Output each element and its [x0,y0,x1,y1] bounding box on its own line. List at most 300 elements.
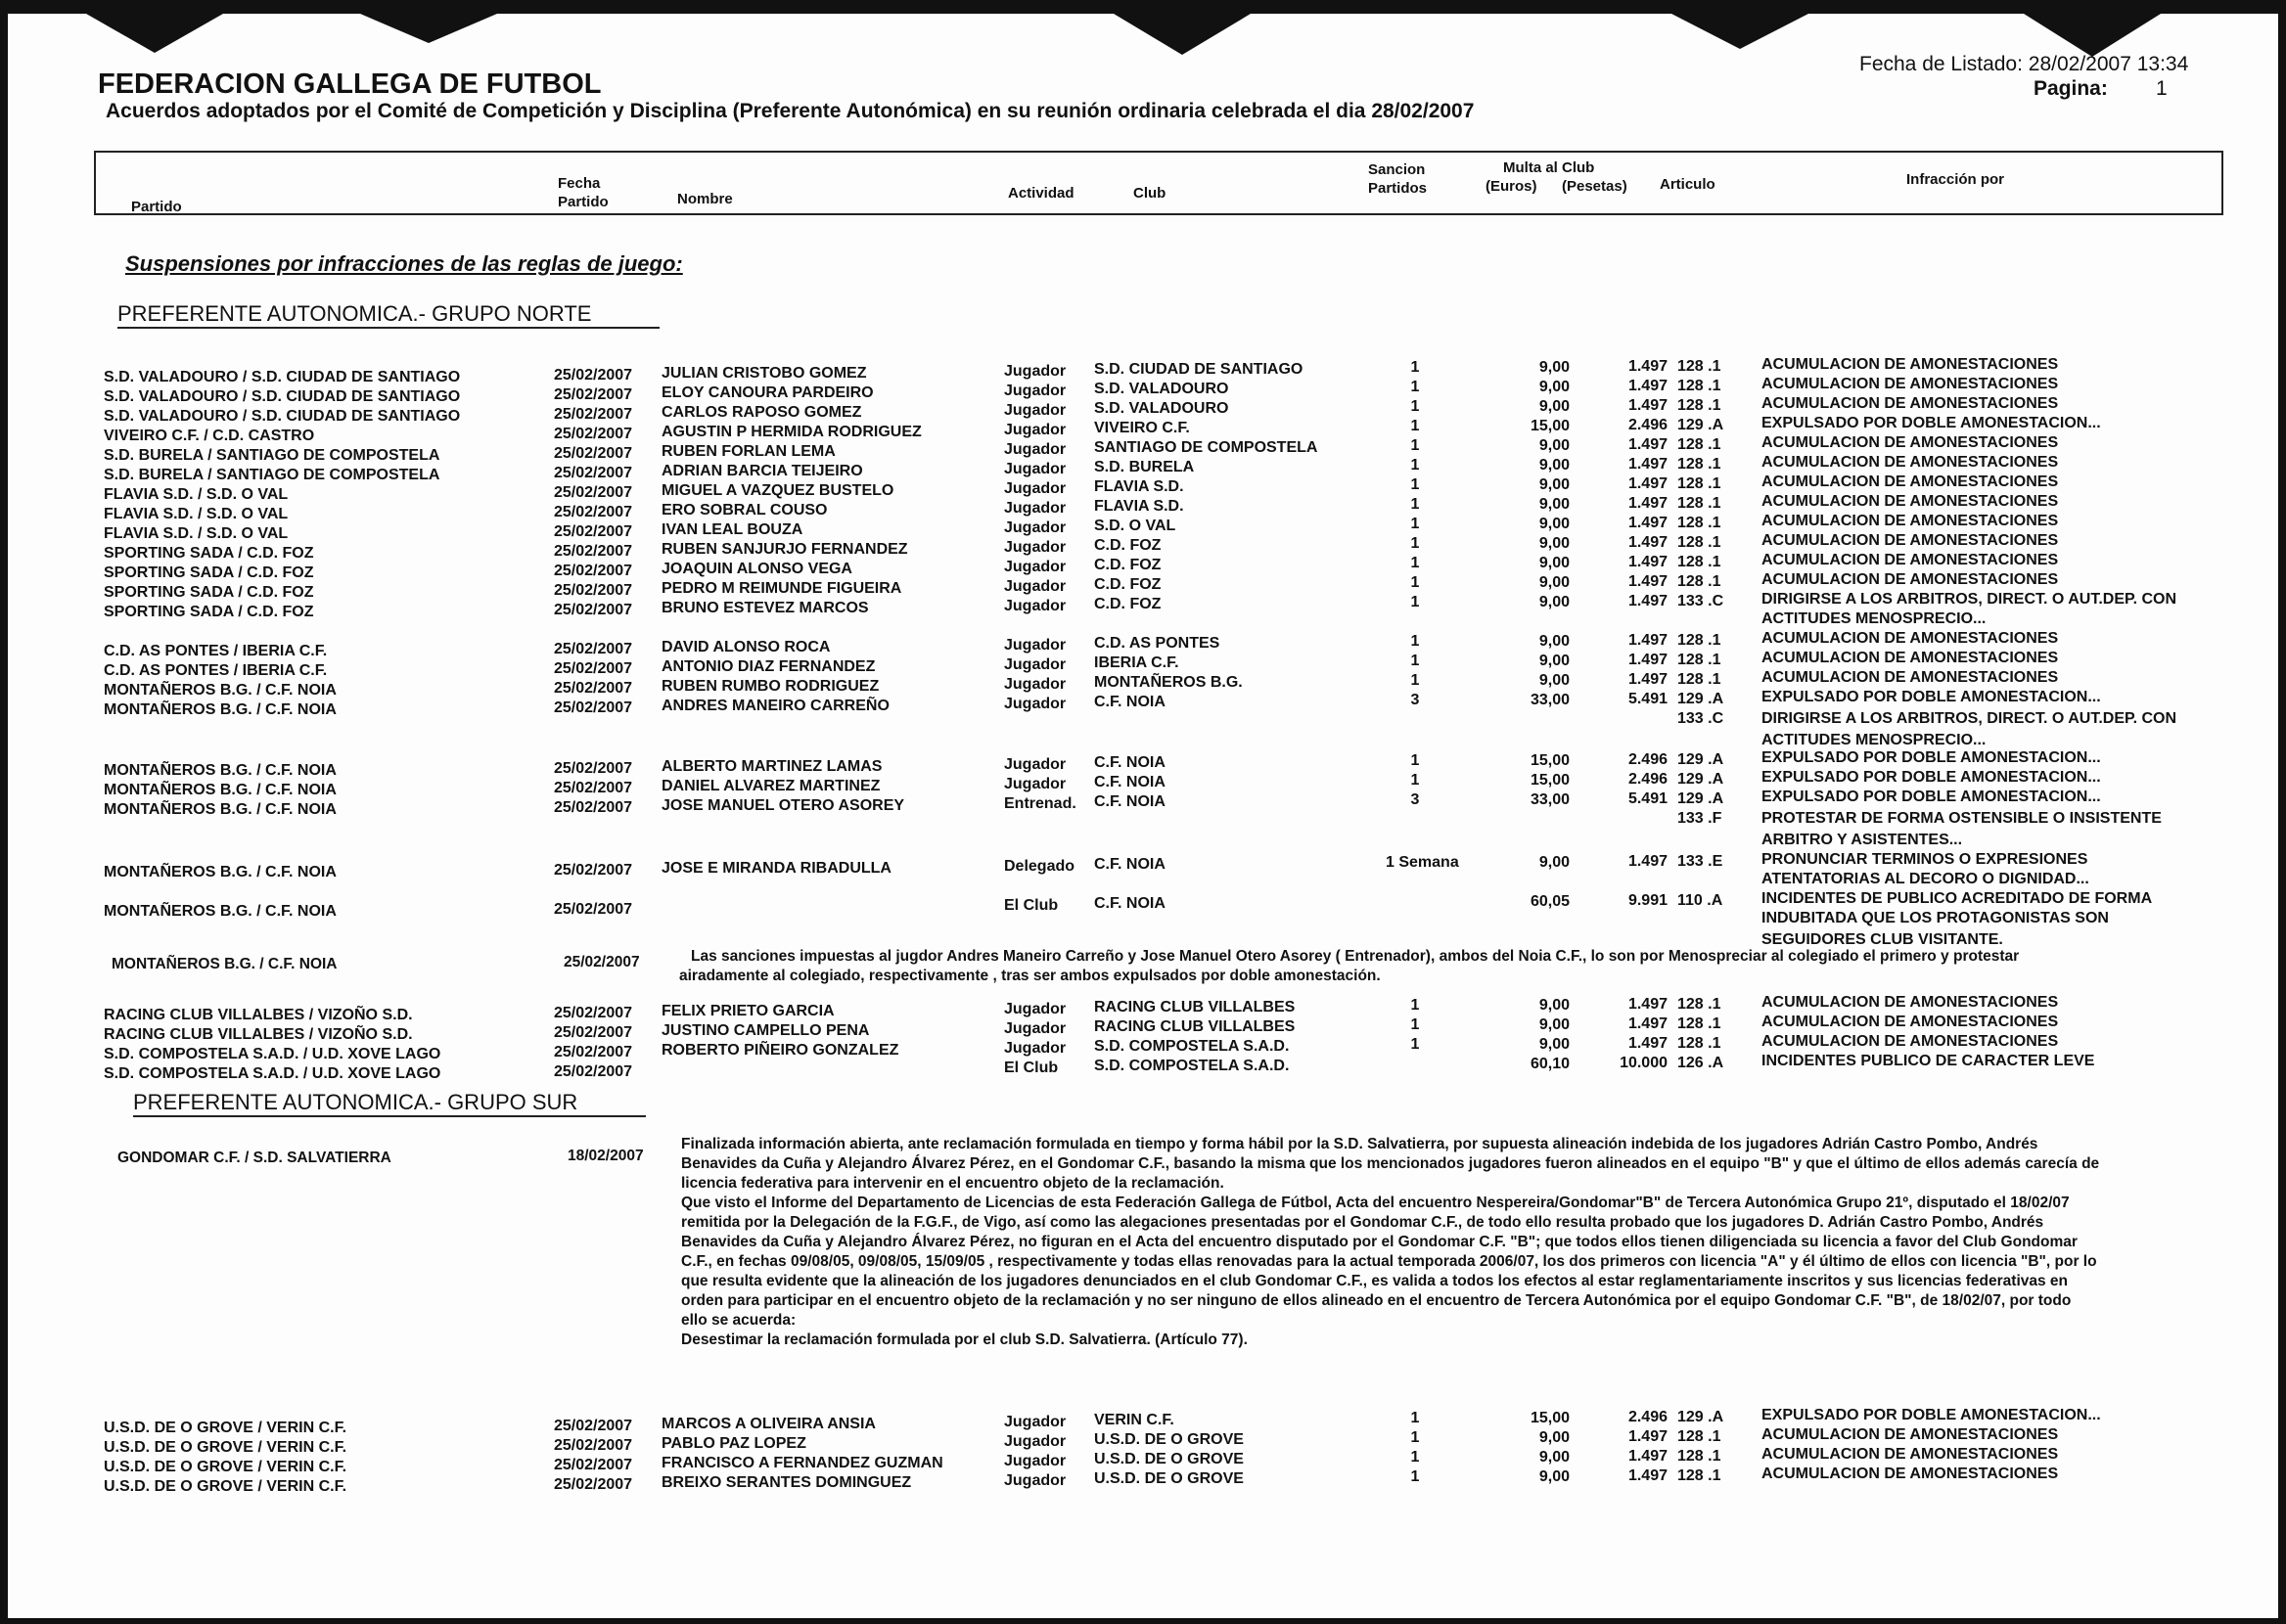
sur-note-line: C.F., en fechas 09/08/05, 09/08/05, 15/09/05 , respectivamente y todas ellas renovadas para la actual temporada 2006/07, los dos primeros con licencia "A" y él último de ellos con licencia "B", por lo [681,1253,2097,1270]
torn-edge [360,14,497,43]
cell-infraccion: ACUMULACION DE AMONESTACIONES [1761,1446,2059,1463]
cell-nombre: JUSTINO CAMPELLO PENA [662,1022,870,1039]
cell-fecha: 25/02/2007 [554,465,633,481]
cell-partido: S.D. BURELA / SANTIAGO DE COMPOSTELA [104,447,440,464]
cell-actividad: Jugador [1004,402,1067,419]
cell-infraccion: INCIDENTES PUBLICO DE CARACTER LEVE [1761,1053,2095,1069]
cell-nombre: IVAN LEAL BOUZA [662,521,803,538]
cell-nombre: ANDRES MANEIRO CARREÑO [662,698,890,714]
cell-nombre: ERO SOBRAL COUSO [662,502,828,519]
cell-infraccion: INCIDENTES DE PUBLICO ACREDITADO DE FORMA [1761,890,2153,907]
cell-infraccion: ACUMULACION DE AMONESTACIONES [1761,532,2059,549]
cell-partido: MONTAÑEROS B.G. / C.F. NOIA [104,782,337,798]
cell-fecha: 25/02/2007 [554,523,633,540]
cell-partido: RACING CLUB VILLALBES / VIZOÑO S.D. [104,1007,413,1023]
cell-euros: 9,00 [1538,594,1570,610]
col-club: Club [1133,185,1166,202]
cell-fecha: 25/02/2007 [554,862,633,879]
cell-fecha: 25/02/2007 [554,602,633,618]
cell-euros: 33,00 [1530,692,1570,708]
cell-sancion: 1 [1410,997,1420,1014]
cell-fecha: 25/02/2007 [554,641,633,657]
cell-actividad: El Club [1004,897,1059,914]
cell-actividad: Jugador [1004,461,1067,477]
cell-euros: 60,05 [1530,893,1570,910]
cell-euros: 9,00 [1538,672,1570,689]
cell-actividad: Delegado [1004,858,1075,875]
sur-note-line: Finalizada información abierta, ante reclamación formulada en tiempo y forma hábil por la S.D. Salvatierra, por supuesta alineación indebida de los jugadores Adrián Castro Pombo, Andrés [681,1136,2038,1152]
cell-pesetas: 1.497 [1627,671,1668,688]
page-number: 1 [2156,77,2168,100]
cell-nombre: PEDRO M REIMUNDE FIGUEIRA [662,580,902,597]
cell-nombre: RUBEN RUMBO RODRIGUEZ [662,678,880,695]
noia-note-partido: MONTAÑEROS B.G. / C.F. NOIA [112,956,338,972]
cell-fecha: 25/02/2007 [554,582,633,599]
cell-articulo: 128 .1 [1677,1035,1721,1052]
sur-note-line: orden para participar en el encuentro objeto de la reclamación y no ser ninguno de ellos alineado en el encuentro de Tercera Autonómica por el equipo Gondomar C.F. "B", de 18/02/07, por todo [681,1292,2072,1309]
cell-partido: SPORTING SADA / C.D. FOZ [104,604,314,620]
cell-pesetas: 1.497 [1627,652,1668,668]
cell-euros: 9,00 [1538,457,1570,474]
cell-sancion: 1 [1410,398,1420,415]
cell-sancion: 1 [1410,1429,1420,1446]
cell-actividad: Entrenad. [1004,795,1076,812]
cell-club: C.F. NOIA [1094,754,1166,771]
cell-articulo: 128 .1 [1677,475,1721,492]
cell-fecha: 25/02/2007 [554,1476,633,1493]
cell-fecha: 25/02/2007 [554,1457,633,1473]
table-row [8,689,2278,748]
cell-fecha: 25/02/2007 [554,367,633,383]
cell-articulo: 128 .1 [1677,515,1721,531]
cell-nombre: DANIEL ALVAREZ MARTINEZ [662,778,881,794]
cell-club: VERIN C.F. [1094,1412,1174,1428]
cell-nombre: JOSE MANUEL OTERO ASOREY [662,797,905,814]
cell-partido: SPORTING SADA / C.D. FOZ [104,564,314,581]
cell-actividad: Jugador [1004,539,1067,556]
cell-actividad: Jugador [1004,422,1067,438]
cell-sancion: 1 [1410,653,1420,669]
cell-infraccion: ACUMULACION DE AMONESTACIONES [1761,552,2059,568]
cell-partido: C.D. AS PONTES / IBERIA C.F. [104,662,328,679]
cell-infraccion: EXPULSADO POR DOBLE AMONESTACION... [1761,749,2101,766]
page-subtitle: Acuerdos adoptados por el Comité de Competición y Disciplina (Preferente Autonómica) en su reunión ordinaria celebrada el dia 28/02/2007 [106,100,1475,122]
cell-nombre: RUBEN SANJURJO FERNANDEZ [662,541,908,558]
cell-sancion: 1 [1410,1016,1420,1033]
cell-fecha: 25/02/2007 [554,1418,633,1434]
cell-infraccion: ACTITUDES MENOSPRECIO... [1761,732,1987,748]
cell-sancion: 1 [1410,1449,1420,1466]
cell-nombre: ADRIAN BARCIA TEIJEIRO [662,463,863,479]
cell-sancion: 1 [1410,418,1420,434]
cell-club: C.D. FOZ [1094,596,1162,612]
cell-nombre: ROBERTO PIÑEIRO GONZALEZ [662,1042,899,1059]
cell-partido: S.D. VALADOURO / S.D. CIUDAD DE SANTIAGO [104,369,461,385]
cell-actividad: Jugador [1004,1001,1067,1017]
cell-partido: VIVEIRO C.F. / C.D. CASTRO [104,428,315,444]
cell-sancion: 1 [1410,594,1420,610]
cell-fecha: 25/02/2007 [554,699,633,716]
cell-infraccion: ACUMULACION DE AMONESTACIONES [1761,650,2059,666]
cell-fecha: 25/02/2007 [554,426,633,442]
cell-actividad: El Club [1004,1060,1059,1076]
cell-nombre: JOSE E MIRANDA RIBADULLA [662,860,892,877]
cell-euros: 15,00 [1530,418,1570,434]
cell-pesetas: 1.497 [1627,573,1668,590]
cell-fecha: 25/02/2007 [554,406,633,423]
cell-articulo: 129 .A [1677,1409,1724,1425]
cell-pesetas: 2.496 [1627,751,1668,768]
cell-partido: SPORTING SADA / C.D. FOZ [104,584,314,601]
cell-articulo: 129 .A [1677,790,1724,807]
cell-club: C.D. AS PONTES [1094,635,1220,652]
torn-edge [1114,14,1251,55]
cell-actividad: Jugador [1004,776,1067,792]
cell-actividad: Jugador [1004,519,1067,536]
cell-fecha: 25/02/2007 [554,1024,633,1041]
cell-sancion: 3 [1410,791,1420,808]
cell-sancion: 1 [1410,1036,1420,1053]
col-partido: Partido [131,199,182,215]
table-row [8,890,2278,948]
cell-fecha: 25/02/2007 [554,1005,633,1021]
cell-fecha: 25/02/2007 [554,1063,633,1080]
cell-pesetas: 9.991 [1627,892,1668,909]
table-row [8,591,2278,627]
cell-partido: MONTAÑEROS B.G. / C.F. NOIA [104,762,337,779]
col-fecha-partido: Partido [558,194,609,210]
cell-actividad: Jugador [1004,1472,1067,1489]
cell-club: S.D. VALADOURO [1094,400,1229,417]
cell-club: C.D. FOZ [1094,576,1162,593]
cell-sancion: 1 [1410,633,1420,650]
cell-pesetas: 1.497 [1627,456,1668,473]
cell-articulo: 128 .1 [1677,436,1721,453]
col-actividad: Actividad [1008,185,1074,202]
cell-club: C.D. FOZ [1094,557,1162,573]
cell-actividad: Jugador [1004,559,1067,575]
cell-nombre: MARCOS A OLIVEIRA ANSIA [662,1416,876,1432]
cell-pesetas: 1.497 [1627,632,1668,649]
cell-infraccion: ACUMULACION DE AMONESTACIONES [1761,434,2059,451]
cell-articulo: 128 .1 [1677,671,1721,688]
col-pesetas: (Pesetas) [1562,178,1627,195]
cell-partido: S.D. VALADOURO / S.D. CIUDAD DE SANTIAGO [104,388,461,405]
sur-note-line: remitida por la Delegación de la F.G.F., de Vigo, así como las alegaciones presentadas por el Gondomar C.F., de todo ello resulta probado que los jugadores D. Adrián Castro Pombo, Andrés [681,1214,2044,1231]
cell-sancion: 1 [1410,516,1420,532]
cell-actividad: Jugador [1004,676,1067,693]
cell-pesetas: 10.000 [1620,1055,1668,1071]
cell-pesetas: 2.496 [1627,417,1668,433]
cell-euros: 9,00 [1538,437,1570,454]
col-infraccion: Infracción por [1906,171,2005,188]
cell-sancion: 1 [1410,359,1420,376]
cell-partido: SPORTING SADA / C.D. FOZ [104,545,314,562]
cell-infraccion: EXPULSADO POR DOBLE AMONESTACION... [1761,789,2101,805]
cell-articulo: 128 .1 [1677,397,1721,414]
cell-euros: 9,00 [1538,1429,1570,1446]
cell-actividad: Jugador [1004,500,1067,517]
cell-articulo: 128 .1 [1677,534,1721,551]
sur-note-line: Benavides da Cuña y Alejandro Álvarez Pérez, no figuran en el Acta del encuentro disputado por el Gondomar C.F. "B"; que todos ellos tienen diligenciada su licencia a favor del Club Gondomar [681,1234,2078,1250]
cell-sancion: 1 [1410,535,1420,552]
cell-actividad: Jugador [1004,696,1067,712]
cell-nombre: JULIAN CRISTOBO GOMEZ [662,365,867,382]
cell-sancion: 1 [1410,1468,1420,1485]
cell-club: U.S.D. DE O GROVE [1094,1451,1244,1467]
cell-club: IBERIA C.F. [1094,654,1179,671]
cell-partido: MONTAÑEROS B.G. / C.F. NOIA [104,903,337,920]
cell-pesetas: 1.497 [1627,397,1668,414]
cell-club: U.S.D. DE O GROVE [1094,1470,1244,1487]
cell-partido: MONTAÑEROS B.G. / C.F. NOIA [104,801,337,818]
cell-actividad: Jugador [1004,1433,1067,1450]
cell-infraccion: PROTESTAR DE FORMA OSTENSIBLE O INSISTENTE [1761,810,2162,827]
cell-pesetas: 1.497 [1627,554,1668,570]
sur-note-line: Que visto el Informe del Departamento de Licencias de esta Federación Gallega de Fútbol, Acta del encuentro Nespereira/Gondomar"B" de Tercera Autonómica Grupo 21º, disputado el 18/02/07 [681,1195,2070,1211]
cell-euros: 9,00 [1538,535,1570,552]
cell-sancion: 1 [1410,752,1420,769]
col-multa: Multa al Club [1503,159,1595,176]
cell-infraccion: SEGUIDORES CLUB VISITANTE. [1761,931,2003,948]
cell-actividad: Jugador [1004,656,1067,673]
cell-partido: FLAVIA S.D. / S.D. O VAL [104,525,289,542]
cell-club: RACING CLUB VILLALBES [1094,999,1296,1015]
cell-sancion: 1 Semana [1386,854,1459,871]
cell-actividad: Jugador [1004,756,1067,773]
cell-club: S.D. VALADOURO [1094,381,1229,397]
noia-note-line2: airadamente al colegiado, respectivamente , tras ser ambos expulsados por doble amonestación. [679,968,1381,984]
cell-euros: 9,00 [1538,997,1570,1014]
cell-nombre: FELIX PRIETO GARCIA [662,1003,835,1019]
cell-euros: 9,00 [1538,633,1570,650]
cell-articulo: 128 .1 [1677,632,1721,649]
cell-partido: S.D. BURELA / SANTIAGO DE COMPOSTELA [104,467,440,483]
cell-articulo: 129 .A [1677,417,1724,433]
cell-club: S.D. COMPOSTELA S.A.D. [1094,1058,1290,1074]
sur-note-line: Benavides da Cuña y Alejandro Álvarez Pérez, en el Gondomar C.F., basando la misma que los mencionados jugadores fueron alineados en el equipo "B" y que el último de ellos además carecía de [681,1155,2100,1172]
cell-articulo: 128 .1 [1677,1448,1721,1465]
cell-partido: MONTAÑEROS B.G. / C.F. NOIA [104,864,337,880]
cell-fecha: 25/02/2007 [554,901,633,918]
cell-partido: MONTAÑEROS B.G. / C.F. NOIA [104,701,337,718]
cell-club: S.D. O VAL [1094,518,1176,534]
cell-partido: U.S.D. DE O GROVE / VERIN C.F. [104,1478,347,1495]
cell-club: SANTIAGO DE COMPOSTELA [1094,439,1318,456]
cell-pesetas: 1.497 [1627,853,1668,870]
cell-nombre: BREIXO SERANTES DOMINGUEZ [662,1474,912,1491]
col-fecha: Fecha [558,175,601,192]
cell-club: S.D. COMPOSTELA S.A.D. [1094,1038,1290,1055]
cell-club: C.F. NOIA [1094,694,1166,710]
cell-nombre: ALBERTO MARTINEZ LAMAS [662,758,883,775]
cell-euros: 9,00 [1538,476,1570,493]
cell-articulo: 129 .A [1677,691,1724,707]
cell-fecha: 25/02/2007 [554,660,633,677]
cell-partido: RACING CLUB VILLALBES / VIZOÑO S.D. [104,1026,413,1043]
cell-articulo: 128 .1 [1677,996,1721,1013]
cell-partido: U.S.D. DE O GROVE / VERIN C.F. [104,1439,347,1456]
col-nombre: Nombre [677,191,733,207]
cell-sancion: 1 [1410,457,1420,474]
cell-articulo: 133 .C [1677,593,1724,609]
cell-actividad: Jugador [1004,363,1067,380]
cell-euros: 9,00 [1538,854,1570,871]
cell-club: C.F. NOIA [1094,774,1166,790]
cell-euros: 15,00 [1530,752,1570,769]
table-row [8,1466,2278,1495]
cell-sancion: 1 [1410,437,1420,454]
cell-euros: 9,00 [1538,516,1570,532]
cell-fecha: 25/02/2007 [554,543,633,560]
cell-infraccion: ACUMULACION DE AMONESTACIONES [1761,994,2059,1011]
cell-euros: 60,10 [1530,1056,1570,1072]
cell-partido: S.D. COMPOSTELA S.A.D. / U.D. XOVE LAGO [104,1046,441,1062]
cell-nombre: JOAQUIN ALONSO VEGA [662,561,852,577]
cell-euros: 9,00 [1538,1449,1570,1466]
cell-fecha: 25/02/2007 [554,445,633,462]
cell-infraccion: PRONUNCIAR TERMINOS O EXPRESIONES [1761,851,2088,868]
torn-edge [1671,14,1808,49]
cell-partido: FLAVIA S.D. / S.D. O VAL [104,486,289,503]
col-articulo: Articulo [1660,176,1715,193]
cell-partido: FLAVIA S.D. / S.D. O VAL [104,506,289,522]
cell-partido: S.D. VALADOURO / S.D. CIUDAD DE SANTIAGO [104,408,461,425]
cell-nombre: PABLO PAZ LOPEZ [662,1435,806,1452]
cell-pesetas: 5.491 [1627,691,1668,707]
cell-nombre: AGUSTIN P HERMIDA RODRIGUEZ [662,424,922,440]
cell-nombre: ELOY CANOURA PARDEIRO [662,384,874,401]
cell-infraccion: DIRIGIRSE A LOS ARBITROS, DIRECT. O AUT.DEP. CON [1761,591,2177,608]
cell-articulo: 128 .1 [1677,1428,1721,1445]
cell-articulo: 128 .1 [1677,358,1721,375]
cell-euros: 9,00 [1538,1016,1570,1033]
cell-pesetas: 1.497 [1627,1428,1668,1445]
cell-pesetas: 1.497 [1627,358,1668,375]
cell-pesetas: 1.497 [1627,1448,1668,1465]
cell-club: C.F. NOIA [1094,856,1166,873]
cell-infraccion: ACUMULACION DE AMONESTACIONES [1761,1426,2059,1443]
cell-euros: 33,00 [1530,791,1570,808]
cell-sancion: 1 [1410,496,1420,513]
group-sur-heading: PREFERENTE AUTONOMICA.- GRUPO SUR [133,1090,646,1117]
cell-infraccion: ACUMULACION DE AMONESTACIONES [1761,630,2059,647]
cell-fecha: 25/02/2007 [554,504,633,520]
cell-euros: 9,00 [1538,555,1570,571]
cell-euros: 9,00 [1538,1036,1570,1053]
cell-partido: U.S.D. DE O GROVE / VERIN C.F. [104,1459,347,1475]
cell-articulo: 128 .1 [1677,652,1721,668]
cell-actividad: Jugador [1004,1414,1067,1430]
cell-club: U.S.D. DE O GROVE [1094,1431,1244,1448]
cell-articulo: 128 .1 [1677,554,1721,570]
table-row [8,789,2278,848]
cell-pesetas: 1.497 [1627,475,1668,492]
cell-partido: C.D. AS PONTES / IBERIA C.F. [104,643,328,659]
cell-euros: 9,00 [1538,359,1570,376]
sur-note-line: ello se acuerda: [681,1312,797,1329]
cell-partido: U.S.D. DE O GROVE / VERIN C.F. [104,1420,347,1436]
cell-articulo: 126 .A [1677,1055,1724,1071]
cell-articulo: 133 .E [1677,853,1723,870]
cell-pesetas: 5.491 [1627,790,1668,807]
table-row [8,1053,2278,1082]
cell-sancion: 1 [1410,1410,1420,1426]
cell-pesetas: 1.497 [1627,515,1668,531]
cell-infraccion: ACUMULACION DE AMONESTACIONES [1761,395,2059,412]
noia-note-line1: Las sanciones impuestas al jugdor Andres Maneiro Carreño y Jose Manuel Otero Asorey ( Entrenador), ambos del Noia C.F., lo son por Menospreciar al colegiado el primero y protestar [691,948,2020,965]
cell-pesetas: 1.497 [1627,1015,1668,1032]
cell-fecha: 25/02/2007 [554,563,633,579]
cell-pesetas: 1.497 [1627,436,1668,453]
cell-pesetas: 1.497 [1627,593,1668,609]
cell-fecha: 25/02/2007 [554,799,633,816]
cell-sancion: 1 [1410,379,1420,395]
page-label: Pagina: [2034,77,2108,100]
cell-fecha: 25/02/2007 [554,780,633,796]
cell-sancion: 1 [1410,574,1420,591]
cell-club: S.D. CIUDAD DE SANTIAGO [1094,361,1303,378]
cell-sancion: 1 [1410,772,1420,789]
cell-articulo: 129 .A [1677,771,1724,788]
cell-club: FLAVIA S.D. [1094,478,1184,495]
col-sancion: Sancion [1368,161,1426,178]
cell-infraccion: EXPULSADO POR DOBLE AMONESTACION... [1761,1407,2101,1423]
cell-pesetas: 1.497 [1627,378,1668,394]
cell-infraccion: ACUMULACION DE AMONESTACIONES [1761,454,2059,471]
cell-infraccion: DIRIGIRSE A LOS ARBITROS, DIRECT. O AUT.DEP. CON [1761,710,2177,727]
col-sancion-partidos: Partidos [1368,180,1428,197]
cell-sancion: 1 [1410,555,1420,571]
cell-infraccion: EXPULSADO POR DOBLE AMONESTACION... [1761,769,2101,786]
sur-note-line: Desestimar la reclamación formulada por el club S.D. Salvatierra. (Artículo 77). [681,1331,1248,1348]
cell-pesetas: 2.496 [1627,1409,1668,1425]
cell-euros: 15,00 [1530,1410,1570,1426]
sur-note-fecha: 18/02/2007 [568,1148,644,1164]
cell-euros: 9,00 [1538,379,1570,395]
cell-nombre: BRUNO ESTEVEZ MARCOS [662,600,869,616]
cell-infraccion: ACUMULACION DE AMONESTACIONES [1761,1014,2059,1030]
document-page [8,14,2278,1618]
cell-pesetas: 1.497 [1627,1467,1668,1484]
sur-note-partido: GONDOMAR C.F. / S.D. SALVATIERRA [117,1150,391,1166]
cell-partido: MONTAÑEROS B.G. / C.F. NOIA [104,682,337,699]
cell-nombre: MIGUEL A VAZQUEZ BUSTELO [662,482,894,499]
cell-actividad: Jugador [1004,383,1067,399]
torn-edge [86,14,223,53]
cell-nombre: RUBEN FORLAN LEMA [662,443,836,460]
page-title: FEDERACION GALLEGA DE FUTBOL [98,68,602,100]
cell-club: RACING CLUB VILLALBES [1094,1018,1296,1035]
cell-pesetas: 1.497 [1627,1035,1668,1052]
cell-euros: 9,00 [1538,496,1570,513]
cell-nombre: DAVID ALONSO ROCA [662,639,831,655]
sur-note-line: que resulta evidente que la alineación de los jugadores denunciados en el club Gondomar C.F., es valida a todos los efectos al estar reglamentariamente inscritos y sus licencias federativas en [681,1273,2069,1289]
cell-sancion: 1 [1410,672,1420,689]
cell-club: S.D. BURELA [1094,459,1195,475]
cell-infraccion: INDUBITADA QUE LOS PROTAGONISTAS SON [1761,910,2109,926]
cell-infraccion: EXPULSADO POR DOBLE AMONESTACION... [1761,689,2101,705]
cell-articulo: 128 .1 [1677,1467,1721,1484]
cell-infraccion: ACUMULACION DE AMONESTACIONES [1761,1033,2059,1050]
cell-euros: 9,00 [1538,1468,1570,1485]
cell-pesetas: 1.497 [1627,996,1668,1013]
cell-infraccion: ACUMULACION DE AMONESTACIONES [1761,376,2059,392]
cell-infraccion: ARBITRO Y ASISTENTES... [1761,832,1963,848]
column-header-box [94,151,2223,215]
cell-actividad: Jugador [1004,1020,1067,1037]
cell-euros: 9,00 [1538,398,1570,415]
